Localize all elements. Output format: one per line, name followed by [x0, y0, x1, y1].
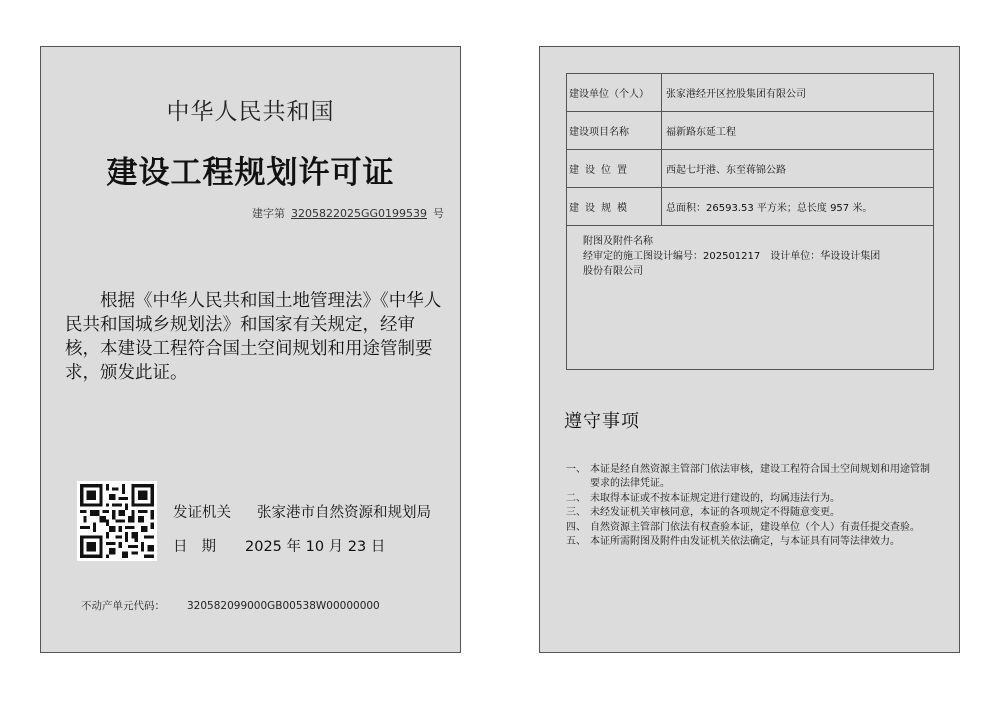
- issue-date-row: [173, 535, 385, 556]
- date-value: 2025 年 10 月 23 日: [245, 539, 386, 555]
- rule-number: 二、: [566, 492, 586, 504]
- issuance-statement: [65, 289, 445, 385]
- row-key: 建设项目名称: [567, 112, 662, 150]
- list-item: [566, 506, 936, 520]
- attachments-line: 股份有限公司: [583, 266, 643, 277]
- certificate-back-page: [539, 46, 960, 653]
- date-label: 日期: [173, 539, 230, 555]
- project-info-table: [566, 73, 934, 226]
- attachments-line: 经审定的施工图设计编号：202501217 设计单位：华设设计集团: [583, 251, 881, 262]
- issuer-label: 发证机关: [173, 505, 231, 521]
- country-name: 中华人民共和国: [166, 99, 335, 125]
- rule-text: 未取得本证或不按本证规定进行建设的，均属违法行为。: [590, 492, 840, 504]
- real-estate-unit-code: [81, 598, 380, 613]
- rule-text: 本证所需附图及附件由发证机关依法确定，与本证具有同等法律效力。: [590, 536, 900, 548]
- list-item: [566, 492, 936, 506]
- row-key: 建设位置: [567, 150, 662, 188]
- issuing-authority-row: [173, 501, 431, 522]
- rule-text: 未经发证机关审核同意，本证的各项规定不得随意变更。: [590, 507, 840, 519]
- observance-title: 遵守事项: [564, 411, 640, 432]
- rule-number: 四、: [566, 521, 586, 533]
- row-value: 西起七圩港、东至蒋锦公路: [662, 150, 934, 188]
- row-key: 建设单位（个人）: [567, 74, 662, 112]
- list-item: [566, 535, 936, 549]
- row-value: 福新路东延工程: [662, 112, 934, 150]
- row-value: 张家港经开区控股集团有限公司: [662, 74, 934, 112]
- table-row: [567, 150, 934, 188]
- rule-number: 三、: [566, 507, 586, 519]
- serial-suffix: 号: [433, 207, 444, 220]
- statement-text: 根据《中华人民共和国土地管理法》《中华人民共和国城乡规划法》和国家有关规定，经审核，本建设工程符合国土空间规划和用途管制要求，颁发此证。: [65, 291, 442, 383]
- table-row: [567, 188, 934, 226]
- serial-number: 3205822025GG0199539: [290, 207, 427, 220]
- row-key: 建设规模: [567, 188, 662, 226]
- issuer-value: 张家港市自然资源和规划局: [257, 505, 431, 521]
- list-item: [566, 521, 936, 535]
- table-row: [567, 112, 934, 150]
- rule-number: 五、: [566, 536, 586, 548]
- certificate-front-page: [40, 46, 461, 653]
- rule-text: 自然资源主管部门依法有权查验本证，建设单位（个人）有责任提交查验。: [590, 521, 920, 533]
- certificate-title: 建设工程规划许可证: [106, 155, 395, 191]
- attachments-box: [566, 222, 934, 370]
- table-row: [567, 74, 934, 112]
- serial-line: [252, 205, 444, 221]
- rule-text: 本证是经自然资源主管部门依法审核，建设工程符合国土空间规划和用途管制要求的法律凭证。: [590, 464, 930, 490]
- list-item: [566, 463, 936, 492]
- estate-code-value: 320582099000GB00538W00000000: [187, 600, 380, 612]
- rule-number: 一、: [566, 464, 586, 475]
- serial-prefix: 建字第: [251, 207, 285, 220]
- observance-rules-list: [566, 463, 936, 549]
- row-value: 总面积：26593.53 平方米；总长度 957 米。: [662, 188, 934, 226]
- attachments-title: 附图及附件名称: [583, 236, 653, 247]
- estate-code-label: 不动产单元代码：: [81, 600, 165, 612]
- qr-code-icon: [77, 481, 157, 561]
